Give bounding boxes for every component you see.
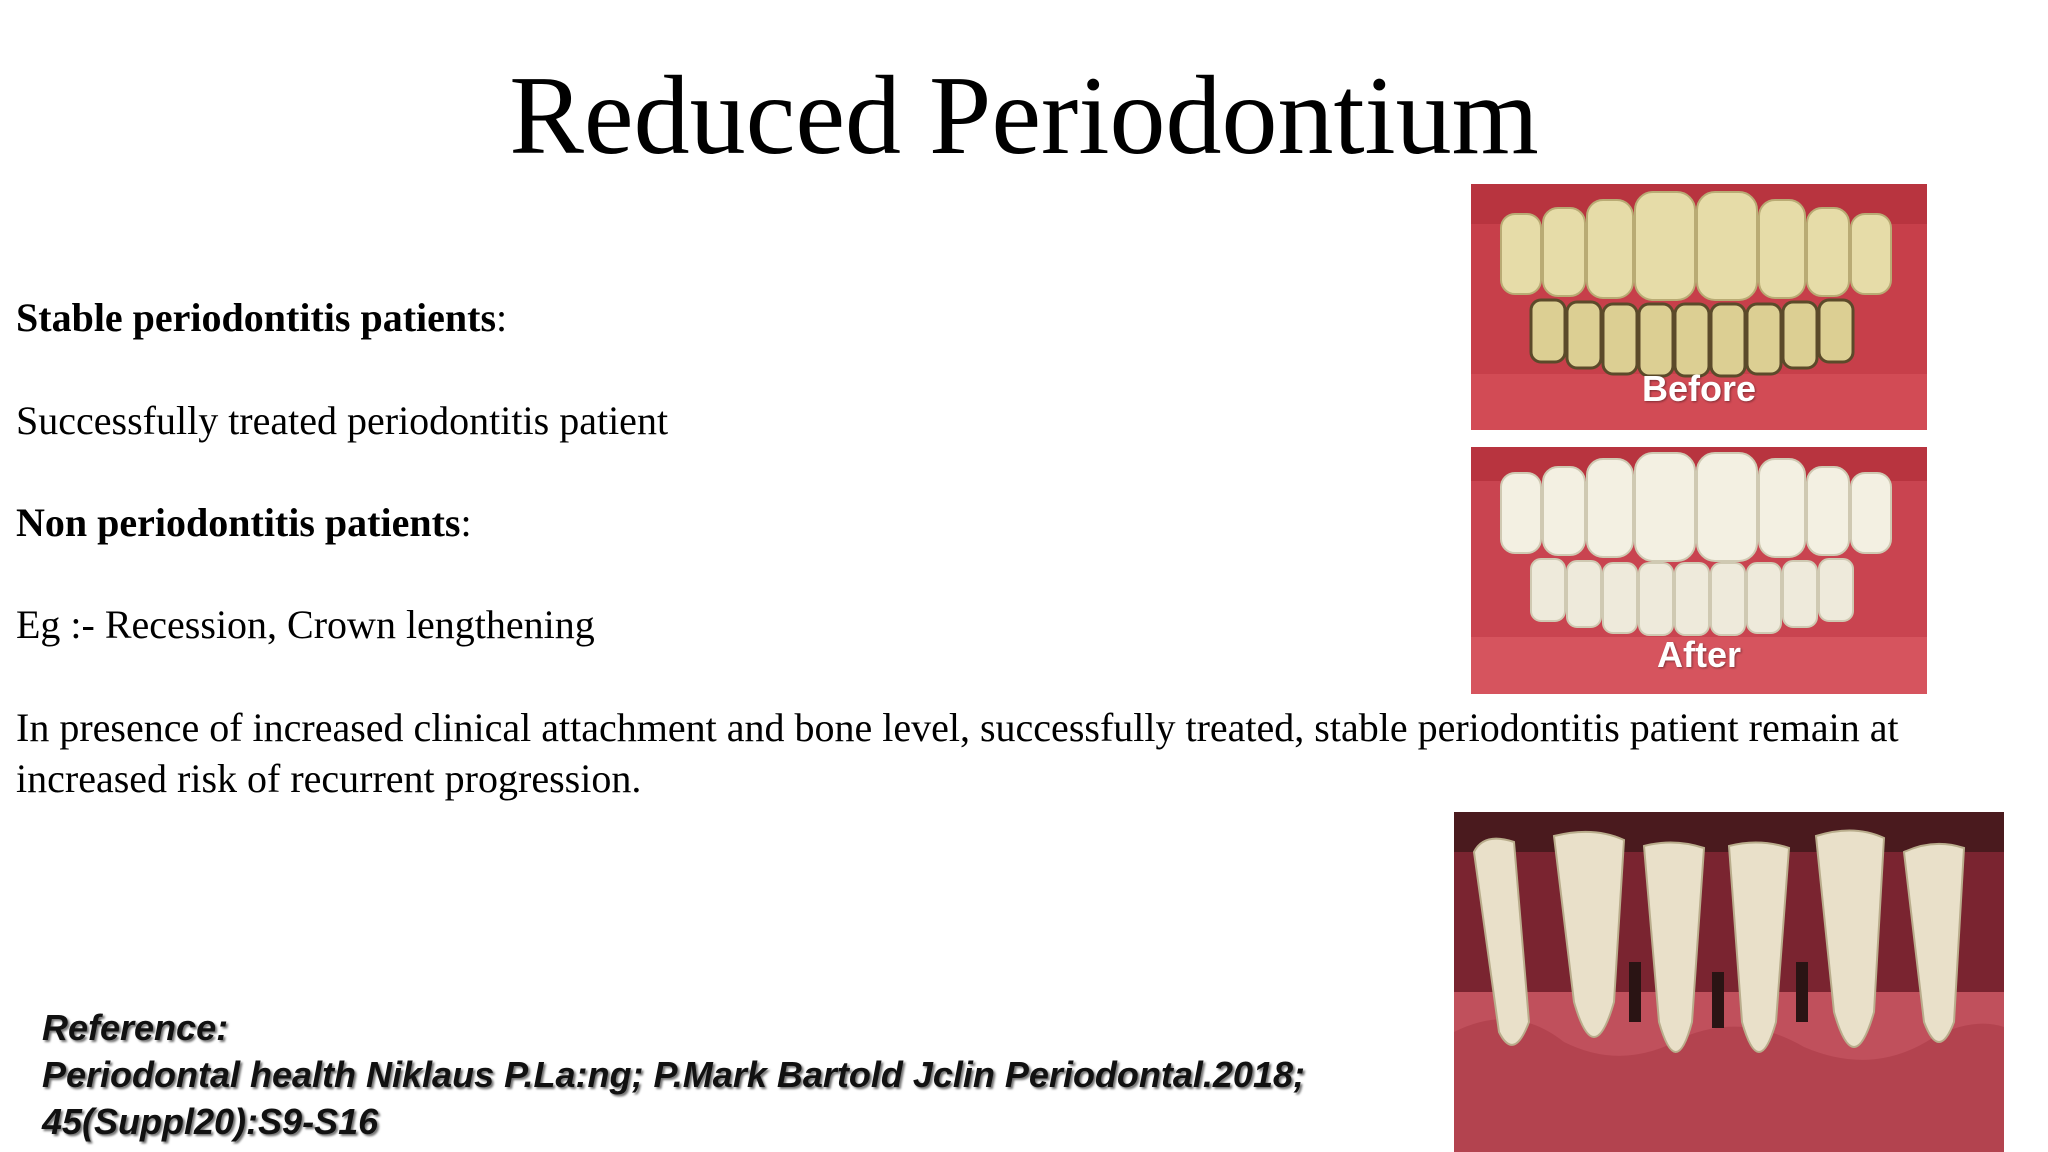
stable-heading: Stable periodontitis patients: [16, 295, 497, 340]
reference-block: [42, 1004, 1422, 1145]
non-heading: Non periodontitis patients: [16, 500, 461, 545]
before-label: Before: [1641, 368, 1757, 409]
reference-line-1: Periodontal health Niklaus P.La:ng; P.Mark Bartold Jclin Periodontal.2018;: [42, 1054, 1305, 1095]
stable-heading-line: [16, 293, 507, 343]
reference-line-2: 45(Suppl20):S9-S16: [42, 1101, 379, 1142]
recession-teeth-illustration: [1454, 812, 2004, 1152]
stable-description: Successfully treated periodontitis patient: [16, 398, 669, 443]
slide-title: Reduced Periodontium: [509, 54, 1539, 178]
after-label: After: [1656, 634, 1741, 675]
non-heading-line: [16, 498, 472, 548]
stable-colon: :: [496, 295, 508, 340]
summary-paragraph: In presence of increased clinical attachment and bone level, successfully treated, stable periodontitis patient remain at increased risk of recurrent progression.: [16, 705, 1899, 801]
non-colon: :: [460, 500, 472, 545]
non-description: Eg :- Recession, Crown lengthening: [16, 602, 595, 647]
after-teeth-photo: [1471, 447, 1927, 694]
recession-teeth-photo: [1454, 812, 2004, 1152]
reference-heading: Reference:: [42, 1007, 229, 1048]
before-teeth-photo: [1471, 184, 1927, 430]
